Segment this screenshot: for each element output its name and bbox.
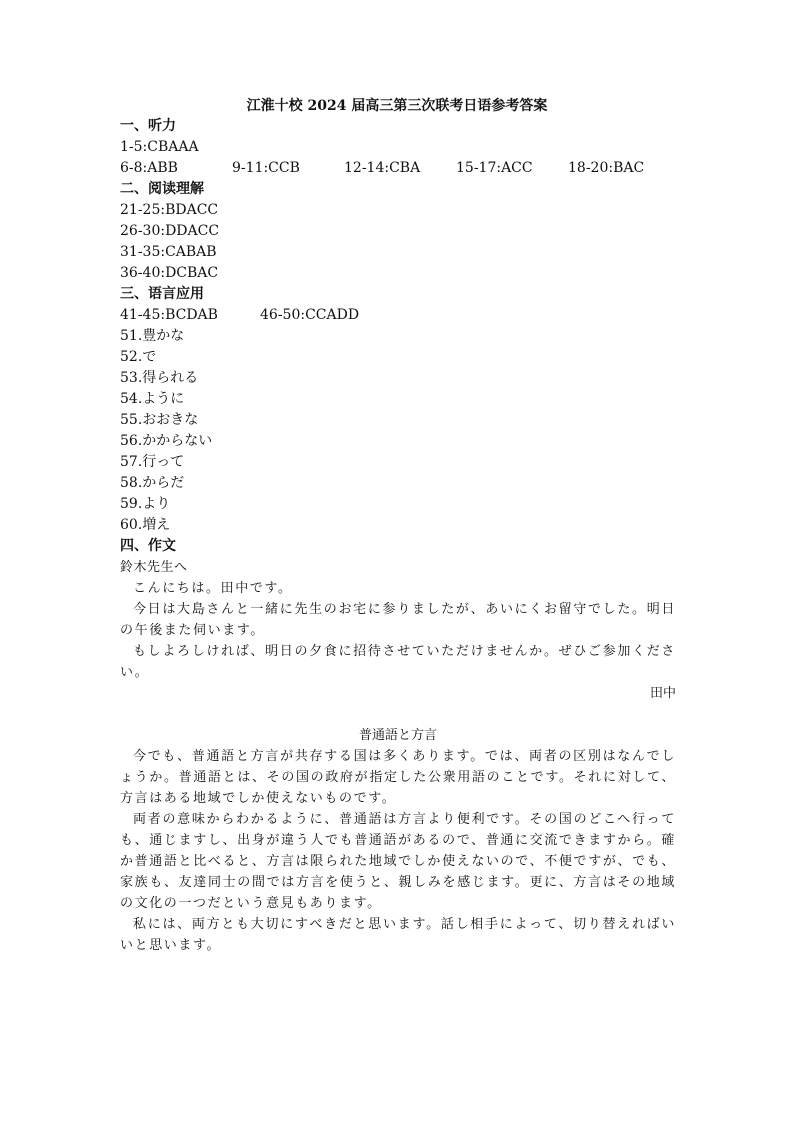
listening-answers-1-5: 1-5:CBAAA (120, 139, 199, 155)
listening-answers-18-20: 18-20:BAC (568, 160, 645, 176)
letter-paragraph-3: もしよろしければ、明日の夕食に招待させていただけませんか。ぜひご参加ください。 (120, 644, 676, 680)
listening-answers-15-17: 15-17:ACC (456, 160, 533, 176)
answer-item-60: 60.増え (120, 517, 171, 533)
listening-answers-row (120, 158, 676, 179)
reading-answers-36-40: 36-40:DCBAC (120, 265, 219, 281)
answer-item-55: 55.おおきな (120, 412, 199, 428)
language-answers-46-50: 46-50:CCADD (260, 307, 360, 323)
language-answers-41-45: 41-45:BCDAB (120, 307, 218, 323)
answer-item-56: 56.かからない (120, 433, 213, 449)
document-title: 江淮十校 2024 届高三第三次联考日语参考答案 (246, 98, 548, 114)
essay-paragraph-1: 今でも、普通語と方言が共存する国は多くあります。では、両者の区別はなんでしょうか。普通語とは、その国の政府が指定した公衆用語のことです。それに対して、方言はある地域でしか使えないものです。 (120, 749, 676, 806)
answer-item-53: 53.得られる (120, 370, 199, 386)
essay-paragraph-3: 私には、両方とも大切にすべきだと思います。話し相手によって、切り替えればいいと思います。 (120, 917, 676, 953)
answer-item-51: 51.豊かな (120, 328, 185, 344)
reading-answers-26-30: 26-30:DDACC (120, 223, 220, 239)
answer-item-59: 59.より (120, 496, 171, 512)
listening-answers-12-14: 12-14:CBA (344, 160, 421, 176)
listening-answers-6-8: 6-8:ABB (120, 160, 178, 176)
answer-item-52: 52.で (120, 349, 157, 365)
reading-answers-21-25: 21-25:BDACC (120, 202, 219, 218)
answer-content (120, 116, 676, 956)
listening-answers-9-11: 9-11:CCB (232, 160, 300, 176)
essay-paragraph-2: 両者の意味からわかるように、普通語は方言より便利です。その国のどこへ行っても、通じますし、出身が違う人でも普通語があるので、普通に交流できますから。確か普通語と比べると、方言は限られた地域でしか使えないので、不便ですが、でも、家族も、友達同士の間では方言を使うと、親しみを感じます。更に、方言はその地域の文化の一つだという意見もあります。 (120, 812, 676, 911)
answer-item-57: 57.行って (120, 454, 185, 470)
section-reading-heading: 二、阅读理解 (120, 181, 204, 197)
language-answers-row (120, 305, 676, 326)
letter-signature: 田中 (649, 686, 676, 701)
answer-item-54: 54.ように (120, 391, 185, 407)
letter-addressee: 鈴木先生へ (120, 560, 188, 575)
letter-paragraph-1: こんにちは。田中です。 (133, 581, 293, 596)
section-listening-heading: 一、听力 (120, 118, 176, 134)
section-language-heading: 三、语言应用 (120, 286, 204, 302)
answer-item-58: 58.からだ (120, 475, 185, 491)
essay-title: 普通語と方言 (358, 728, 437, 743)
section-writing-heading: 四、作文 (120, 538, 176, 554)
letter-paragraph-2: 今日は大島さんと一緒に先生のお宅に参りましたが、あいにくお留守でした。明日の午後また伺います。 (120, 602, 676, 638)
reading-answers-31-35: 31-35:CABAB (120, 244, 217, 260)
